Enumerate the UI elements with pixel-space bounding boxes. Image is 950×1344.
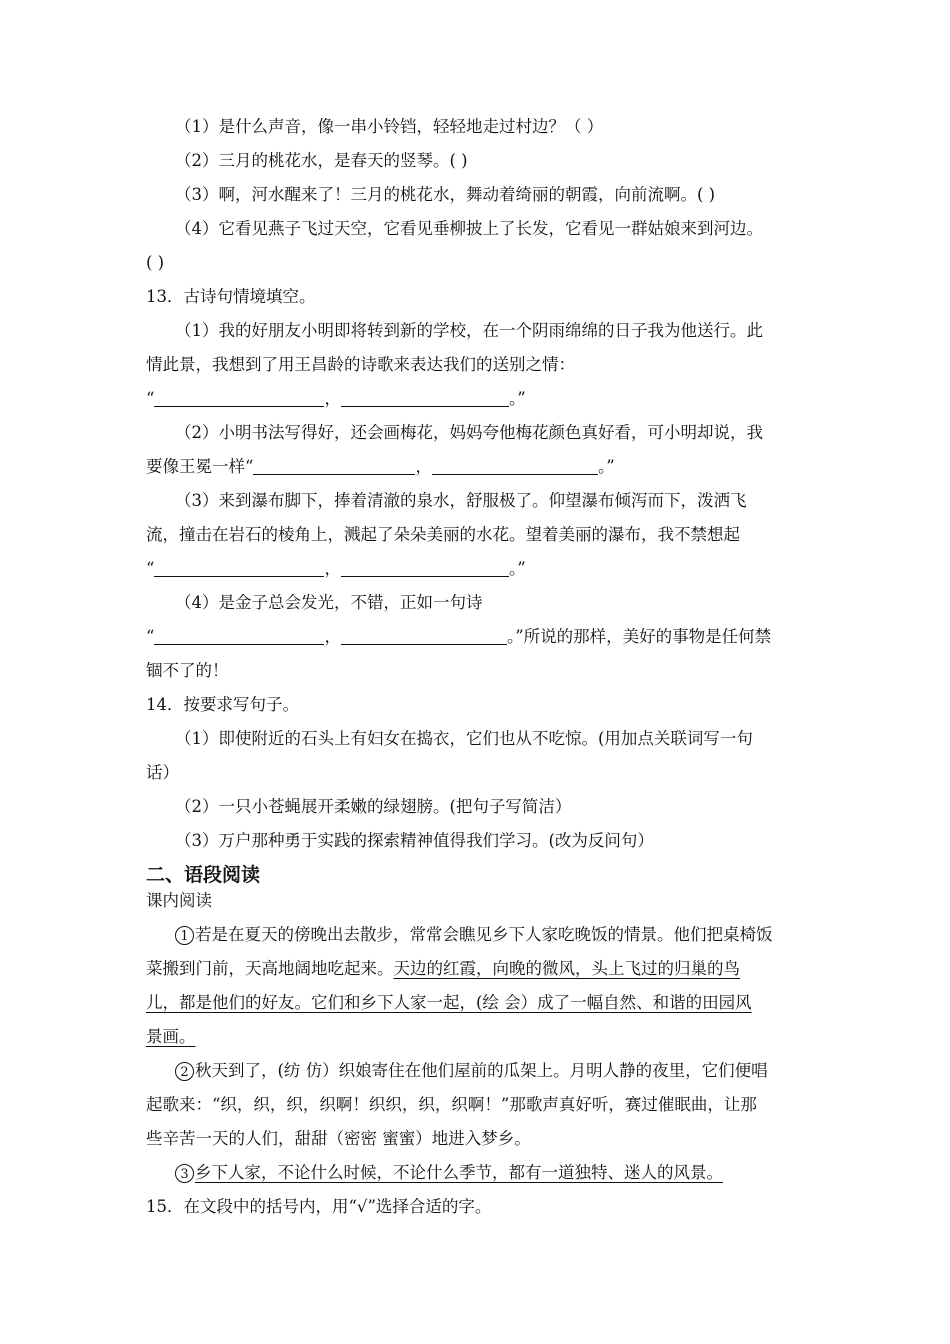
answer-blank[interactable] (432, 457, 598, 475)
answer-blank[interactable] (154, 627, 324, 645)
q13-part4-line1: （4）是金子总会发光，不错，正如一句诗 (175, 593, 483, 612)
q13-part2-line1: （2）小明书法写得好，还会画梅花，妈妈夸他梅花颜色真好看，可小明却说，我 (175, 423, 763, 442)
q14-part1-line1: （1）即使附近的石头上有妇女在捣衣，它们也从不吃惊。(用加点关联词写一句 (175, 729, 753, 748)
answer-blank[interactable] (154, 559, 324, 577)
passage-para2-line1: 2 秋天到了，(纺 仿）织娘寄住在他们屋前的瓜架上。月明人静的夜里，它们便唱 (175, 1060, 768, 1082)
section-subheading: 课内阅读 (146, 891, 212, 910)
q13-part3-blanks: “ ， 。” (146, 559, 526, 578)
passage-para1-line4: 景画。 (146, 1027, 196, 1046)
q13-title: 13．古诗句情境填空。 (146, 287, 316, 306)
q14-part3: （3）万户那种勇于实践的探索精神值得我们学习。(改为反问句） (175, 831, 654, 850)
q15-title: 15．在文段中的括号内，用“√”选择合适的字。 (146, 1197, 492, 1216)
q12-sentence-1: （1）是什么声音，像一串小铃铛，轻轻地走过村边？（ ） (175, 117, 604, 136)
passage-para3-line1: 3 乡下人家，不论什么时候，不论什么季节，都有一道独特、迷人的风景。 (175, 1162, 723, 1184)
answer-blank[interactable] (341, 389, 509, 407)
q13-part3-line1: （3）来到瀑布脚下，捧着清澈的泉水，舒服极了。仰望瀑布倾泻而下，泼洒飞 (175, 491, 747, 510)
q13-part2-blanks: 要像王冕一样“ ， 。” (146, 457, 615, 476)
q12-sentence-3: （3）啊，河水醒来了！三月的桃花水，舞动着绮丽的朝霞，向前流啊。( ) (175, 185, 716, 204)
section-heading: 二、语段阅读 (146, 864, 261, 886)
para-number: 3 (175, 1164, 194, 1183)
q12-sentence-2: （2）三月的桃花水，是春天的竖琴。( ) (175, 151, 468, 170)
q14-part2: （2）一只小苍蝇展开柔嫩的绿翅膀。(把句子写简洁） (175, 797, 572, 816)
answer-blank[interactable] (253, 457, 415, 475)
answer-blank[interactable] (154, 389, 324, 407)
q12-sentence-4-answer: ( ) (146, 253, 165, 272)
q13-part1-line1: （1）我的好朋友小明即将转到新的学校，在一个阴雨绵绵的日子我为他送行。此 (175, 321, 763, 340)
q14-title: 14．按要求写句子。 (146, 695, 299, 714)
passage-para2-line3: 些辛苦一天的人们，甜甜（密密 蜜蜜）地进入梦乡。 (146, 1129, 531, 1148)
answer-blank[interactable] (341, 559, 509, 577)
para-number: 2 (175, 1062, 194, 1081)
passage-para1-line3: 儿，都是他们的好友。它们和乡下人家一起，(绘 会）成了一幅自然、和谐的田园风 (146, 993, 752, 1012)
q12-sentence-4: （4）它看见燕子飞过天空，它看见垂柳披上了长发，它看见一群姑娘来到河边。 (175, 219, 763, 238)
q13-part3-line2: 流，撞击在岩石的棱角上，溅起了朵朵美丽的水花。望着美丽的瀑布，我不禁想起 (146, 525, 740, 544)
q13-part1-line2: 情此景，我想到了用王昌龄的诗歌来表达我们的送别之情： (146, 355, 575, 374)
passage-para1-line2: 菜搬到门前，天高地阔地吃起来。天边的红霞，向晚的微风，头上飞过的归巢的鸟 (146, 959, 740, 978)
passage-para1-line1: 1 若是在夏天的傍晚出去散步，常常会瞧见乡下人家吃晚饭的情景。他们把桌椅饭 (175, 924, 773, 946)
q14-part1-line2: 话） (146, 763, 179, 782)
q13-part4-blanks: “ ， 。”所说的那样，美好的事物是任何禁 (146, 627, 772, 646)
answer-blank[interactable] (341, 627, 507, 645)
passage-para2-line2: 起歌来：“织，织，织，织啊！织织，织，织啊！”那歌声真好听，赛过催眠曲，让那 (146, 1095, 757, 1114)
para-number: 1 (175, 926, 194, 945)
q13-part1-blanks: “ ， 。” (146, 389, 526, 408)
q13-part4-line3: 锢不了的！ (146, 661, 229, 680)
